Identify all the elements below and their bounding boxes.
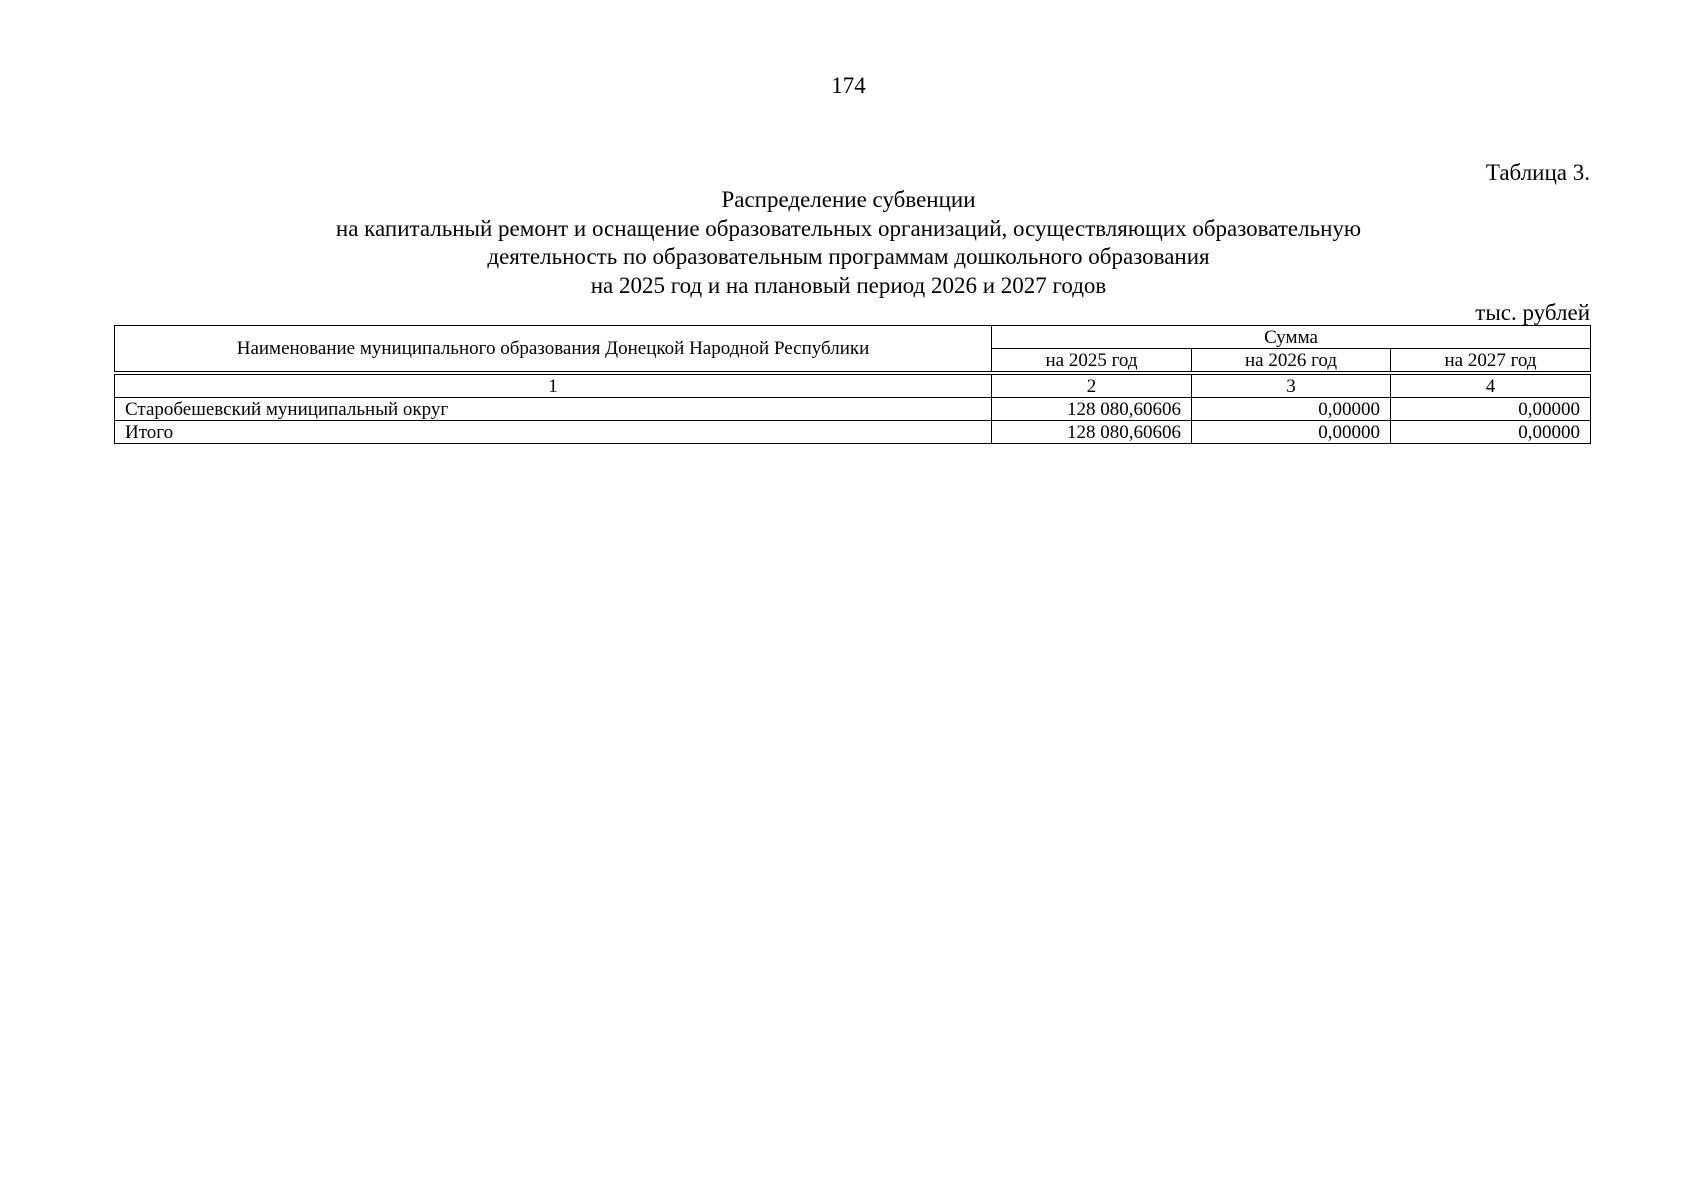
table-label: Таблица 3. (1485, 160, 1590, 185)
title-line-1: Распределение субвенции (721, 187, 976, 212)
row-value-2027: 0,00000 (1391, 421, 1591, 444)
numbering-cell: 2 (992, 375, 1192, 398)
table-row (115, 398, 1591, 421)
header-sum-group: Сумма (992, 326, 1591, 349)
header-year-2025: на 2025 год (992, 349, 1192, 372)
row-value-2025: 128 080,60606 (992, 421, 1192, 444)
header-year-2027: на 2027 год (1391, 349, 1591, 372)
numbering-cell: 3 (1192, 375, 1391, 398)
title-line-2: на капитальный ремонт и оснащение образовательных организаций, осуществляющих образовательную (335, 215, 1362, 241)
document-title (0, 186, 1697, 300)
row-name: Старобешевский муниципальный округ (115, 398, 992, 421)
row-name: Итого (115, 421, 992, 444)
subvention-table (114, 325, 1591, 444)
table-row-total (115, 421, 1591, 444)
numbering-cell: 4 (1391, 375, 1591, 398)
row-value-2026: 0,00000 (1192, 398, 1391, 421)
page-number: 174 (831, 73, 866, 98)
row-value-2025: 128 080,60606 (992, 398, 1192, 421)
title-line-4: на 2025 год и на плановый период 2026 и 2027 годов (590, 272, 1107, 298)
numbering-row (115, 375, 1591, 398)
header-year-2026: на 2026 год (1192, 349, 1391, 372)
header-name-col: Наименование муниципального образования Донецкой Народной Республики (115, 326, 992, 372)
row-value-2026: 0,00000 (1192, 421, 1391, 444)
units-label: тыс. рублей (1475, 300, 1590, 325)
row-value-2027: 0,00000 (1391, 398, 1591, 421)
numbering-cell: 1 (115, 375, 992, 398)
header-row-sum (115, 326, 1591, 349)
title-line-3: деятельность по образовательным программам дошкольного образования (487, 244, 1210, 269)
